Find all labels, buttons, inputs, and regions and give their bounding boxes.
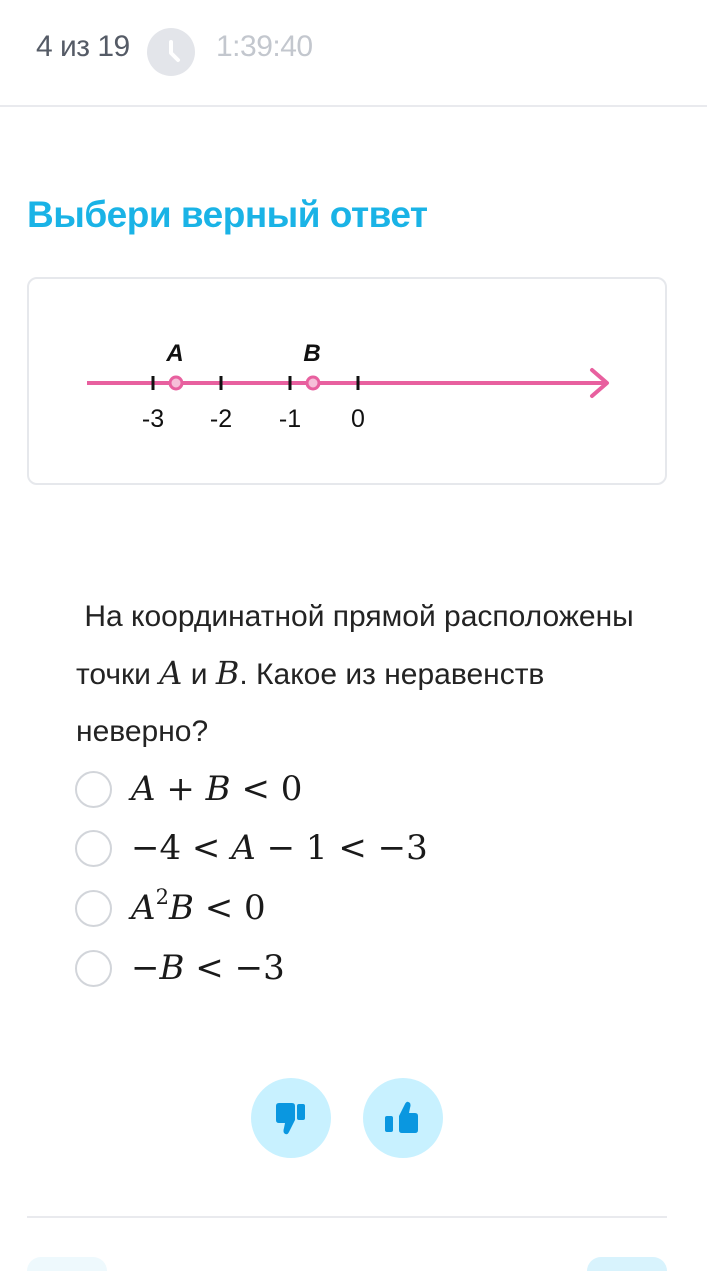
point-b xyxy=(307,377,319,389)
question-text xyxy=(76,588,666,760)
thumbs-down-icon xyxy=(251,1078,331,1158)
thumbs-up-icon xyxy=(363,1078,443,1158)
next-button[interactable] xyxy=(587,1257,667,1271)
radio-button[interactable] xyxy=(75,890,112,927)
timer: 1:39:40 xyxy=(216,30,313,63)
question-counter: 4 из 19 xyxy=(36,30,130,63)
question-part1: На координатной прямой расположены точки xyxy=(76,600,634,691)
tick-label-minus1: -1 xyxy=(278,405,302,433)
radio-button[interactable] xyxy=(75,950,112,987)
answer-label-2: −4 < A − 1 < −3 xyxy=(131,828,428,868)
radio-button[interactable] xyxy=(75,771,112,808)
like-button[interactable] xyxy=(363,1078,443,1158)
top-bar xyxy=(0,0,707,107)
previous-button[interactable] xyxy=(27,1257,107,1271)
tick-label-minus3: -3 xyxy=(141,405,165,433)
point-a xyxy=(170,377,182,389)
answer-label-4: −B < −3 xyxy=(131,948,285,988)
answer-option-1[interactable] xyxy=(75,767,302,811)
number-line-figure xyxy=(27,277,667,485)
radio-button[interactable] xyxy=(75,830,112,867)
answer-option-2[interactable] xyxy=(75,826,428,870)
task-title: Выбери верный ответ xyxy=(27,194,428,235)
answer-label-3: $A^2B < 0$ xyxy=(131,885,266,928)
question-conj: и xyxy=(190,658,208,691)
question-part2: . Какое из неравенств неверно? xyxy=(76,658,545,748)
question-var-b: B xyxy=(215,654,240,692)
point-a-label: A xyxy=(166,340,184,367)
clock-icon xyxy=(147,28,195,76)
divider xyxy=(27,1216,667,1218)
tick-label-0: 0 xyxy=(351,405,365,433)
tick-label-minus2: -2 xyxy=(209,405,233,433)
answer-option-4[interactable] xyxy=(75,946,285,990)
point-b-label: B xyxy=(303,340,321,367)
dislike-button[interactable] xyxy=(251,1078,331,1158)
question-var-a: A xyxy=(159,654,183,692)
answer-label-1: A + B < 0 xyxy=(131,769,303,809)
answer-option-3[interactable] xyxy=(75,886,266,930)
